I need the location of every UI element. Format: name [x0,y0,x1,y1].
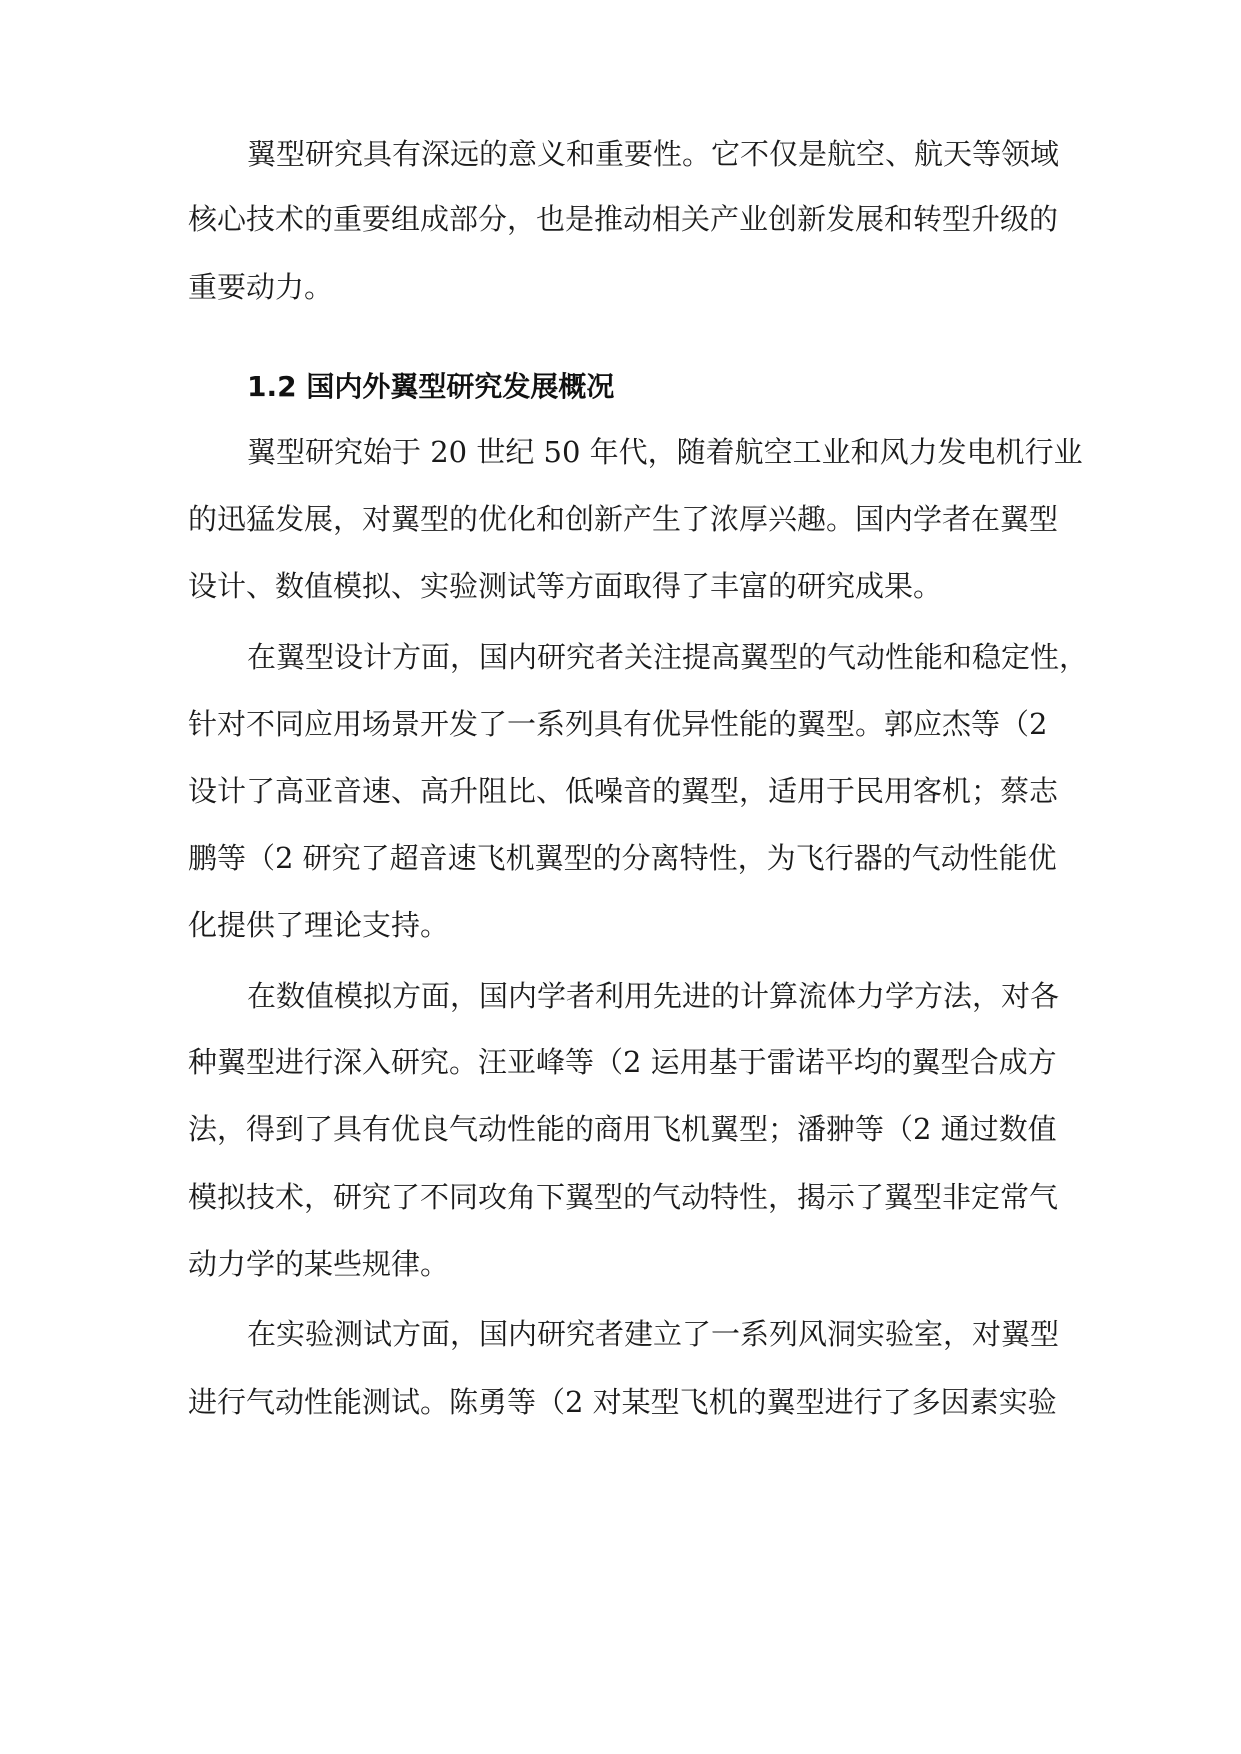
section-heading: 1.2 国内外翼型研究发展概况 [247,370,615,403]
text-line: 在数值模拟方面，国内学者利用先进的计算流体力学方法，对各 [247,979,1060,1013]
text-line: 法，得到了具有优良气动性能的商用飞机翼型；潘翀等（2 通过数值 [188,1112,1057,1146]
text-line: 种翼型进行深入研究。汪亚峰等（2 运用基于雷诺平均的翼型合成方 [188,1045,1057,1079]
text-line: 模拟技术，研究了不同攻角下翼型的气动特性，揭示了翼型非定常气 [188,1180,1059,1214]
text-line: 在实验测试方面，国内研究者建立了一系列风洞实验室，对翼型 [247,1317,1060,1351]
text-line: 化提供了理论支持。 [188,908,450,942]
text-line: 翼型研究具有深远的意义和重要性。它不仅是航空、航天等领域 [247,137,1060,171]
text-line: 核心技术的重要组成部分，也是推动相关产业创新发展和转型升级的 [188,202,1059,236]
text-line: 在翼型设计方面，国内研究者关注提高翼型的气动性能和稳定性， [247,640,1089,674]
text-line: 鹏等（2 研究了超音速飞机翼型的分离特性，为飞行器的气动性能优 [188,841,1057,875]
text-line: 动力学的某些规律。 [188,1247,450,1281]
text-line: 翼型研究始于 20 世纪 50 年代，随着航空工业和风力发电机行业 [247,435,1083,469]
text-line: 设计、数值模拟、实验测试等方面取得了丰富的研究成果。 [188,569,943,603]
text-line: 重要动力。 [188,270,334,304]
text-line: 进行气动性能测试。陈勇等（2 对某型飞机的翼型进行了多因素实验 [188,1385,1057,1419]
text-line: 设计了高亚音速、高升阻比、低噪音的翼型，适用于民用客机；蔡志 [188,774,1059,808]
text-line: 的迅猛发展，对翼型的优化和创新产生了浓厚兴趣。国内学者在翼型 [188,502,1059,536]
text-line: 针对不同应用场景开发了一系列具有优异性能的翼型。郭应杰等（2 [188,707,1048,741]
